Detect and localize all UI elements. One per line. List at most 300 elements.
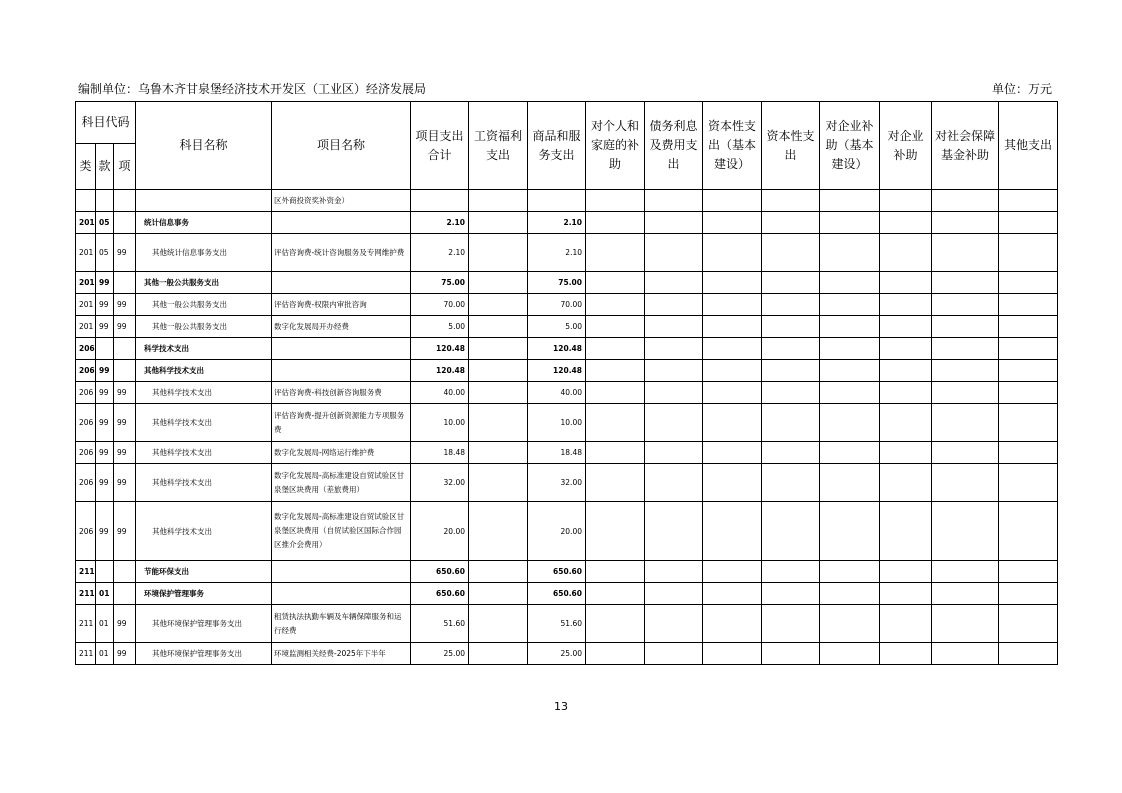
personal-cell — [586, 190, 645, 212]
enterprise-base-cell — [820, 561, 880, 583]
wage-cell — [469, 561, 528, 583]
capital-base-cell — [703, 190, 762, 212]
enterprise-base-cell — [820, 338, 880, 360]
other-cell — [999, 583, 1058, 605]
other-cell — [999, 502, 1058, 561]
subject-name-cell: 其他科学技术支出 — [136, 360, 272, 382]
code-kuan-cell — [96, 561, 114, 583]
project-name-cell: 评估咨询费-权限内审批咨询 — [272, 294, 411, 316]
code-lei-cell: 206 — [76, 502, 96, 561]
table-row — [76, 360, 1058, 382]
enterprise-cell — [880, 583, 932, 605]
capital-base-cell — [703, 212, 762, 234]
enterprise-cell — [880, 442, 932, 464]
wage-cell — [469, 442, 528, 464]
enterprise-base-cell — [820, 234, 880, 272]
goods-cell: 650.60 — [528, 583, 586, 605]
wage-cell — [469, 464, 528, 502]
personal-cell — [586, 605, 645, 643]
subject-name-cell: 节能环保支出 — [136, 561, 272, 583]
header-lei: 类 — [76, 144, 96, 190]
social-cell — [932, 605, 999, 643]
enterprise-base-cell — [820, 583, 880, 605]
enterprise-base-cell — [820, 464, 880, 502]
code-kuan-cell: 99 — [96, 360, 114, 382]
code-kuan-cell: 99 — [96, 502, 114, 561]
subject-name-cell: 其他环境保护管理事务支出 — [136, 643, 272, 665]
debt-cell — [645, 561, 703, 583]
personal-cell — [586, 404, 645, 442]
personal-cell — [586, 502, 645, 561]
enterprise-base-cell — [820, 442, 880, 464]
wage-cell — [469, 294, 528, 316]
code-xiang-cell: 99 — [114, 502, 136, 561]
goods-cell: 120.48 — [528, 360, 586, 382]
code-xiang-cell — [114, 338, 136, 360]
total-cell: 120.48 — [411, 360, 469, 382]
table-row — [76, 272, 1058, 294]
goods-cell: 25.00 — [528, 643, 586, 665]
capital-cell — [762, 605, 820, 643]
enterprise-cell — [880, 502, 932, 561]
header-kuan: 款 — [96, 144, 114, 190]
code-xiang-cell — [114, 272, 136, 294]
debt-cell — [645, 442, 703, 464]
goods-cell: 75.00 — [528, 272, 586, 294]
enterprise-base-cell — [820, 272, 880, 294]
code-xiang-cell: 99 — [114, 404, 136, 442]
total-cell: 5.00 — [411, 316, 469, 338]
code-lei-cell: 201 — [76, 272, 96, 294]
capital-base-cell — [703, 382, 762, 404]
code-lei-cell: 201 — [76, 234, 96, 272]
header-enterprise-base: 对企业补助（基本建设） — [820, 102, 880, 190]
debt-cell — [645, 338, 703, 360]
social-cell — [932, 234, 999, 272]
header-capital: 资本性支出 — [762, 102, 820, 190]
other-cell — [999, 404, 1058, 442]
code-lei-cell: 206 — [76, 382, 96, 404]
capital-base-cell — [703, 294, 762, 316]
code-xiang-cell: 99 — [114, 382, 136, 404]
project-name-cell: 数字化发展局开办经费 — [272, 316, 411, 338]
debt-cell — [645, 212, 703, 234]
capital-base-cell — [703, 360, 762, 382]
enterprise-base-cell — [820, 605, 880, 643]
debt-cell — [645, 294, 703, 316]
personal-cell — [586, 442, 645, 464]
code-xiang-cell: 99 — [114, 643, 136, 665]
wage-cell — [469, 234, 528, 272]
project-name-cell — [272, 212, 411, 234]
code-kuan-cell: 99 — [96, 382, 114, 404]
code-xiang-cell — [114, 212, 136, 234]
capital-base-cell — [703, 234, 762, 272]
enterprise-cell — [880, 382, 932, 404]
code-xiang-cell — [114, 561, 136, 583]
header-wage: 工资福利支出 — [469, 102, 528, 190]
other-cell — [999, 234, 1058, 272]
social-cell — [932, 382, 999, 404]
enterprise-cell — [880, 272, 932, 294]
project-name-cell — [272, 583, 411, 605]
other-cell — [999, 316, 1058, 338]
debt-cell — [645, 605, 703, 643]
capital-cell — [762, 190, 820, 212]
header-code: 科目代码 — [76, 102, 136, 144]
header-project: 项目名称 — [272, 102, 411, 190]
code-lei-cell: 211 — [76, 583, 96, 605]
personal-cell — [586, 294, 645, 316]
total-cell: 2.10 — [411, 234, 469, 272]
enterprise-cell — [880, 234, 932, 272]
personal-cell — [586, 338, 645, 360]
personal-cell — [586, 360, 645, 382]
total-cell: 70.00 — [411, 294, 469, 316]
code-xiang-cell: 99 — [114, 234, 136, 272]
capital-base-cell — [703, 272, 762, 294]
table-row — [76, 190, 1058, 212]
capital-base-cell — [703, 502, 762, 561]
capital-cell — [762, 464, 820, 502]
project-name-cell: 评估咨询费-科技创新咨询服务费 — [272, 382, 411, 404]
table-row — [76, 294, 1058, 316]
subject-name-cell — [136, 190, 272, 212]
wage-cell — [469, 583, 528, 605]
enterprise-base-cell — [820, 190, 880, 212]
code-kuan-cell: 99 — [96, 442, 114, 464]
table-row — [76, 442, 1058, 464]
enterprise-base-cell — [820, 382, 880, 404]
total-cell: 2.10 — [411, 212, 469, 234]
enterprise-cell — [880, 561, 932, 583]
code-kuan-cell: 05 — [96, 212, 114, 234]
capital-base-cell — [703, 404, 762, 442]
subject-name-cell: 其他科学技术支出 — [136, 442, 272, 464]
subject-name-cell: 其他科学技术支出 — [136, 502, 272, 561]
table-row — [76, 212, 1058, 234]
code-lei-cell — [76, 190, 96, 212]
table-row — [76, 404, 1058, 442]
enterprise-cell — [880, 605, 932, 643]
code-kuan-cell: 99 — [96, 464, 114, 502]
total-cell: 25.00 — [411, 643, 469, 665]
code-lei-cell: 201 — [76, 294, 96, 316]
total-cell: 650.60 — [411, 583, 469, 605]
social-cell — [932, 272, 999, 294]
debt-cell — [645, 404, 703, 442]
table-row — [76, 643, 1058, 665]
enterprise-base-cell — [820, 404, 880, 442]
enterprise-cell — [880, 360, 932, 382]
enterprise-cell — [880, 212, 932, 234]
personal-cell — [586, 382, 645, 404]
header-subject: 科目名称 — [136, 102, 272, 190]
other-cell — [999, 272, 1058, 294]
social-cell — [932, 338, 999, 360]
other-cell — [999, 294, 1058, 316]
subject-name-cell: 其他一般公共服务支出 — [136, 316, 272, 338]
subject-name-cell: 其他统计信息事务支出 — [136, 234, 272, 272]
social-cell — [932, 404, 999, 442]
goods-cell: 70.00 — [528, 294, 586, 316]
project-name-cell: 数字化发展局-网络运行维护费 — [272, 442, 411, 464]
capital-cell — [762, 382, 820, 404]
wage-cell — [469, 316, 528, 338]
total-cell: 51.60 — [411, 605, 469, 643]
subject-name-cell: 统计信息事务 — [136, 212, 272, 234]
currency-unit: 单位：万元 — [991, 82, 1052, 96]
enterprise-cell — [880, 294, 932, 316]
enterprise-cell — [880, 316, 932, 338]
code-kuan-cell — [96, 338, 114, 360]
social-cell — [932, 464, 999, 502]
wage-cell — [469, 338, 528, 360]
capital-base-cell — [703, 464, 762, 502]
enterprise-base-cell — [820, 294, 880, 316]
code-lei-cell: 211 — [76, 605, 96, 643]
code-kuan-cell: 01 — [96, 643, 114, 665]
other-cell — [999, 561, 1058, 583]
project-name-cell — [272, 338, 411, 360]
capital-cell — [762, 502, 820, 561]
capital-base-cell — [703, 583, 762, 605]
budget-table — [75, 101, 1058, 665]
code-kuan-cell: 99 — [96, 404, 114, 442]
project-name-cell: 环境监测相关经费-2025年下半年 — [272, 643, 411, 665]
code-xiang-cell: 99 — [114, 605, 136, 643]
social-cell — [932, 502, 999, 561]
code-lei-cell: 206 — [76, 360, 96, 382]
total-cell — [411, 190, 469, 212]
table-row — [76, 583, 1058, 605]
page-number: 13 — [554, 700, 568, 713]
compiling-unit: 编制单位：乌鲁木齐甘泉堡经济技术开发区（工业区）经济发展局 — [78, 82, 427, 96]
capital-cell — [762, 294, 820, 316]
goods-cell: 32.00 — [528, 464, 586, 502]
project-name-cell: 评估咨询费-统计咨询服务及专网维护费 — [272, 234, 411, 272]
wage-cell — [469, 382, 528, 404]
other-cell — [999, 360, 1058, 382]
project-name-cell: 区外商投资奖补资金） — [272, 190, 411, 212]
subject-name-cell: 其他一般公共服务支出 — [136, 272, 272, 294]
capital-base-cell — [703, 338, 762, 360]
capital-cell — [762, 360, 820, 382]
debt-cell — [645, 464, 703, 502]
enterprise-cell — [880, 404, 932, 442]
wage-cell — [469, 212, 528, 234]
code-kuan-cell: 05 — [96, 234, 114, 272]
goods-cell — [528, 190, 586, 212]
header-personal: 对个人和家庭的补助 — [586, 102, 645, 190]
other-cell — [999, 643, 1058, 665]
debt-cell — [645, 360, 703, 382]
project-name-cell: 租赁执法执勤车辆及车辆保障服务和运行经费 — [272, 605, 411, 643]
subject-name-cell: 其他科学技术支出 — [136, 382, 272, 404]
personal-cell — [586, 583, 645, 605]
total-cell: 40.00 — [411, 382, 469, 404]
goods-cell: 120.48 — [528, 338, 586, 360]
personal-cell — [586, 316, 645, 338]
capital-cell — [762, 561, 820, 583]
total-cell: 120.48 — [411, 338, 469, 360]
personal-cell — [586, 234, 645, 272]
code-lei-cell: 201 — [76, 316, 96, 338]
header-xiang: 项 — [114, 144, 136, 190]
total-cell: 75.00 — [411, 272, 469, 294]
code-xiang-cell — [114, 360, 136, 382]
goods-cell: 40.00 — [528, 382, 586, 404]
subject-name-cell: 其他科学技术支出 — [136, 404, 272, 442]
personal-cell — [586, 643, 645, 665]
social-cell — [932, 360, 999, 382]
total-cell: 10.00 — [411, 404, 469, 442]
other-cell — [999, 212, 1058, 234]
debt-cell — [645, 316, 703, 338]
personal-cell — [586, 561, 645, 583]
enterprise-base-cell — [820, 316, 880, 338]
wage-cell — [469, 605, 528, 643]
wage-cell — [469, 272, 528, 294]
debt-cell — [645, 502, 703, 561]
code-kuan-cell: 99 — [96, 316, 114, 338]
project-name-cell: 数字化发展局-高标准建设自贸试验区甘泉堡区块费用（自贸试验区国际合作园区推介会费用） — [272, 502, 411, 561]
capital-base-cell — [703, 316, 762, 338]
personal-cell — [586, 272, 645, 294]
personal-cell — [586, 212, 645, 234]
header-goods: 商品和服务支出 — [528, 102, 586, 190]
capital-cell — [762, 583, 820, 605]
code-kuan-cell: 99 — [96, 272, 114, 294]
project-name-cell — [272, 272, 411, 294]
other-cell — [999, 382, 1058, 404]
total-cell: 32.00 — [411, 464, 469, 502]
code-lei-cell: 211 — [76, 561, 96, 583]
header-total: 项目支出合计 — [411, 102, 469, 190]
debt-cell — [645, 382, 703, 404]
wage-cell — [469, 643, 528, 665]
enterprise-base-cell — [820, 502, 880, 561]
code-lei-cell: 206 — [76, 442, 96, 464]
debt-cell — [645, 583, 703, 605]
capital-base-cell — [703, 561, 762, 583]
goods-cell: 2.10 — [528, 212, 586, 234]
header-debt: 债务利息及费用支出 — [645, 102, 703, 190]
capital-cell — [762, 316, 820, 338]
wage-cell — [469, 404, 528, 442]
code-lei-cell: 201 — [76, 212, 96, 234]
capital-cell — [762, 234, 820, 272]
capital-base-cell — [703, 605, 762, 643]
code-kuan-cell: 99 — [96, 294, 114, 316]
code-lei-cell: 206 — [76, 464, 96, 502]
enterprise-cell — [880, 643, 932, 665]
enterprise-base-cell — [820, 643, 880, 665]
enterprise-cell — [880, 338, 932, 360]
capital-base-cell — [703, 442, 762, 464]
personal-cell — [586, 464, 645, 502]
capital-cell — [762, 212, 820, 234]
enterprise-base-cell — [820, 212, 880, 234]
code-xiang-cell: 99 — [114, 316, 136, 338]
table-row — [76, 316, 1058, 338]
capital-base-cell — [703, 643, 762, 665]
social-cell — [932, 643, 999, 665]
social-cell — [932, 212, 999, 234]
table-row — [76, 605, 1058, 643]
goods-cell: 650.60 — [528, 561, 586, 583]
enterprise-cell — [880, 464, 932, 502]
capital-cell — [762, 272, 820, 294]
other-cell — [999, 464, 1058, 502]
wage-cell — [469, 190, 528, 212]
code-xiang-cell: 99 — [114, 464, 136, 502]
capital-cell — [762, 643, 820, 665]
header-other: 其他支出 — [999, 102, 1058, 190]
code-lei-cell: 206 — [76, 404, 96, 442]
table-row — [76, 382, 1058, 404]
table-row — [76, 338, 1058, 360]
total-cell: 650.60 — [411, 561, 469, 583]
goods-cell: 20.00 — [528, 502, 586, 561]
capital-cell — [762, 338, 820, 360]
project-name-cell: 评估咨询费-提升创新资源能力专项服务费 — [272, 404, 411, 442]
debt-cell — [645, 643, 703, 665]
wage-cell — [469, 502, 528, 561]
social-cell — [932, 316, 999, 338]
goods-cell: 5.00 — [528, 316, 586, 338]
capital-cell — [762, 404, 820, 442]
goods-cell: 2.10 — [528, 234, 586, 272]
subject-name-cell: 环境保护管理事务 — [136, 583, 272, 605]
wage-cell — [469, 360, 528, 382]
social-cell — [932, 190, 999, 212]
code-lei-cell: 206 — [76, 338, 96, 360]
total-cell: 18.48 — [411, 442, 469, 464]
table-row — [76, 234, 1058, 272]
code-kuan-cell — [96, 190, 114, 212]
code-lei-cell: 211 — [76, 643, 96, 665]
table-row — [76, 502, 1058, 561]
code-xiang-cell — [114, 190, 136, 212]
code-xiang-cell — [114, 583, 136, 605]
code-kuan-cell: 01 — [96, 583, 114, 605]
project-name-cell — [272, 561, 411, 583]
capital-cell — [762, 442, 820, 464]
other-cell — [999, 442, 1058, 464]
debt-cell — [645, 234, 703, 272]
social-cell — [932, 583, 999, 605]
debt-cell — [645, 190, 703, 212]
subject-name-cell: 其他一般公共服务支出 — [136, 294, 272, 316]
code-kuan-cell: 01 — [96, 605, 114, 643]
other-cell — [999, 605, 1058, 643]
project-name-cell: 数字化发展局-高标准建设自贸试验区甘泉堡区块费用（差旅费用） — [272, 464, 411, 502]
other-cell — [999, 338, 1058, 360]
table-row — [76, 464, 1058, 502]
enterprise-cell — [880, 190, 932, 212]
header-enterprise: 对企业补助 — [880, 102, 932, 190]
subject-name-cell: 其他环境保护管理事务支出 — [136, 605, 272, 643]
social-cell — [932, 561, 999, 583]
code-xiang-cell: 99 — [114, 442, 136, 464]
social-cell — [932, 294, 999, 316]
goods-cell: 51.60 — [528, 605, 586, 643]
goods-cell: 10.00 — [528, 404, 586, 442]
subject-name-cell: 科学技术支出 — [136, 338, 272, 360]
goods-cell: 18.48 — [528, 442, 586, 464]
header-social: 对社会保障基金补助 — [932, 102, 999, 190]
